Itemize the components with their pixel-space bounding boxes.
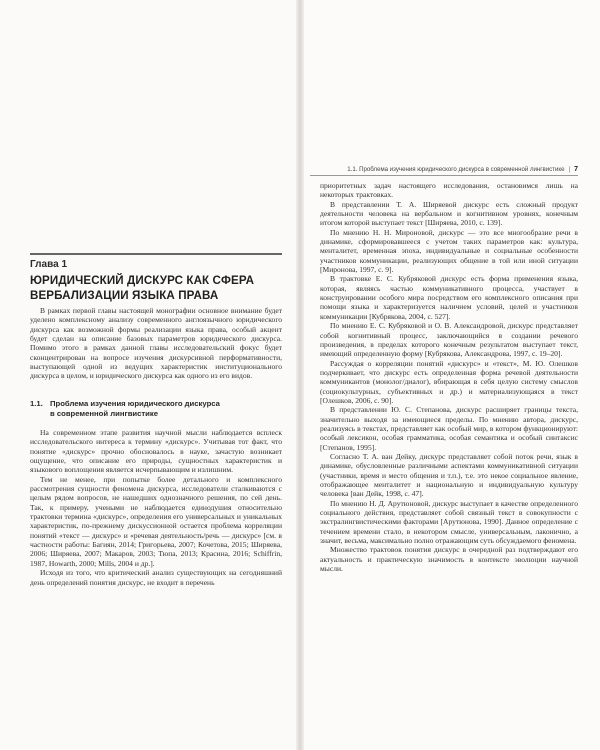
section-number: 1.1. (30, 399, 43, 408)
body-paragraph: приоритетных задач настоящего исследования, остановимся лишь на некоторых трактовках. (320, 181, 578, 200)
running-header (310, 166, 578, 176)
chapter-heading (30, 253, 282, 303)
body-paragraph: Исходя из того, что критический анализ существующих на сегодняшний день определений понятия дискурс, не входит в перечень (30, 568, 282, 587)
body-paragraph: Множество трактовок понятия дискурс в очередной раз подтверждают его актуальность и практическую значимость в контексте эволюции научной мысли. (320, 545, 578, 574)
header-separator: | (568, 166, 571, 173)
chapter-title (30, 273, 282, 303)
right-body-text (320, 181, 578, 573)
left-body-text (30, 428, 282, 587)
body-paragraph: По мнению Н. Н. Мироновой, дискурс — это все многообразие речи в динамике, сформировавшееся с учетом таких параметров как: культура, менталитет, временная эпоха, индивидуальные и социальные особенности участников коммуникации, реализующих общение в той или иной ситуации [Миронова, 1997, с. 9]. (320, 227, 578, 275)
body-paragraph: По мнению Н. Д. Арутюновой, дискурс выступает в качестве определенного социального действия, представляет собой связный текст в совокупности с экстралингвистическими факторами [Арутюнова, 1990]. Данное определение с течением времени стало, в некотором смысле, универсальным, лаконично, а значит, весьма, максимально полно отражающим суть обсуждаемого феномена. (320, 498, 578, 546)
body-paragraph: В представлении Т. А. Ширяевой дискурс есть сложный продукт деятельности человека на вербальном и когнитивном уровнях, конечным итогом которой выступает текст [Ширяева, 2010, с. 139]. (320, 199, 578, 228)
section-title-line-1: Проблема изучения юридического дискурса (50, 399, 220, 408)
body-paragraph: По мнению Е. С. Кубряковой и О. В. Александровой, дискурс представляет собой когнитивный процесс, заключающийся в создании речевого произведения, в пределах которого конечным результатом выступает текст, имеющий определенную форму [Кубрякова, Александрова, 1997, с. 19–20]. (320, 321, 578, 359)
body-paragraph: На современном этапе развития научной мысли наблюдается всплеск исследовательского интереса к термину «дискурс». Учитывая тот факт, что понятие «дискурс» прочно обосновалось в науке, зачастую возникает ощущение, что описание его природы, сущностных характеристик и языкового воплощения является исчерпывающим и излишним. (30, 428, 282, 475)
chapter-title-line-1: ЮРИДИЧЕСКИЙ ДИСКУРС КАК СФЕРА (30, 274, 255, 287)
page-number: 7 (574, 166, 578, 173)
chapter-intro (30, 306, 282, 381)
intro-paragraph: В рамках первой главы настоящей монографии основное внимание будет уделено комплексному анализу современного англоязычного юридического дискурса как возможной формы реализации языка права, особый акцент будет сделан на описание базовых параметров юридического дискурса. Помимо этого в рамках данной главы исследовательский фокус будет сконцентрирован на вопросе изучения дискурсивной перформативности, выступающей одной из ведущих характеристик институционального дискурса в целом, и юридического дискурса как одного из его видов. (30, 306, 282, 381)
body-paragraph: Тем не менее, при попытке более детального и комплексного рассмотрения сущности феномена дискурса, исследователи сталкиваются с целым рядом вопросов, не нашедших однозначного решения, по сей день. Так, к примеру, учеными не наблюдается единодушия относительно трактовки термина «дискурс», определения его универсальных и уникальных характеристик, по-прежнему дискуссионной остается проблема корреляции понятий «текст — дискурс» и «речевая деятельность/речь — дискурс» [см. в частности работы: Багиян, 2014; Григорьева, 2007; Кочетова, 2015; Ширяева, 2006; Ширяева, 2007; Макаров, 2003; Тюпа, 2013; Красина, 2016; Schiffrin, 1987, Howarth, 2000; Mills, 2004 и др.]. (30, 474, 282, 568)
body-paragraph: Согласно Т. А. ван Дейку, дискурс представляет собой поток речи, язык в динамике, обусловленные различными аспектами коммуникативной ситуации (участники, время и место общения и т.п.), т.е. это некое социальное явление, отображающее менталитет и национальную и индивидуальную культуру человека [ван Дейк, 1998, с. 47]. (320, 451, 578, 499)
section-heading (30, 399, 282, 418)
chapter-label: Глава 1 (30, 259, 68, 270)
section-title-line-2: в современной лингвистике (50, 408, 159, 418)
running-header-section: 1.1. Проблема изучения юридического дискурса в современной лингвистике (347, 166, 565, 173)
book-gutter (296, 0, 304, 750)
body-paragraph: В представлении Ю. С. Степанова, дискурс расширяет границы текста, значительно выходя за имеющиеся пределы. По мнению автора, дискурс, реализуясь в текстах, представляет как особый мир, в котором функционируют: особый лексикон, особая грамматика, особая семантика и особый синтаксис [Степанов, 1995]. (320, 405, 578, 452)
body-paragraph: Рассуждая о корреляции понятий «дискурс» и «текст», М. Ю. Олешков подчеркивает, что дискурс есть определенная форма речевой деятельности коммуникантов (монолог/диалог), вбирающая в себя целую систему смыслов (социокультурных, субъективных и др.) и материализующаяся в текст [Олешков, 2006, с. 90]. (320, 358, 578, 405)
chapter-title-line-2: ВЕРБАЛИЗАЦИИ ЯЗЫКА ПРАВА (30, 289, 219, 302)
body-paragraph: В трактовке Е. С. Кубряковой дискурс есть форма применения языка, которая, являясь частью коммуникативного процесса, участвует в конструировании особого мира посредством его комплексного описания при помощи языка и характеризуется наличием условий, целей и участников коммуникации [Кубрякова, 2004, с. 527]. (320, 274, 578, 321)
